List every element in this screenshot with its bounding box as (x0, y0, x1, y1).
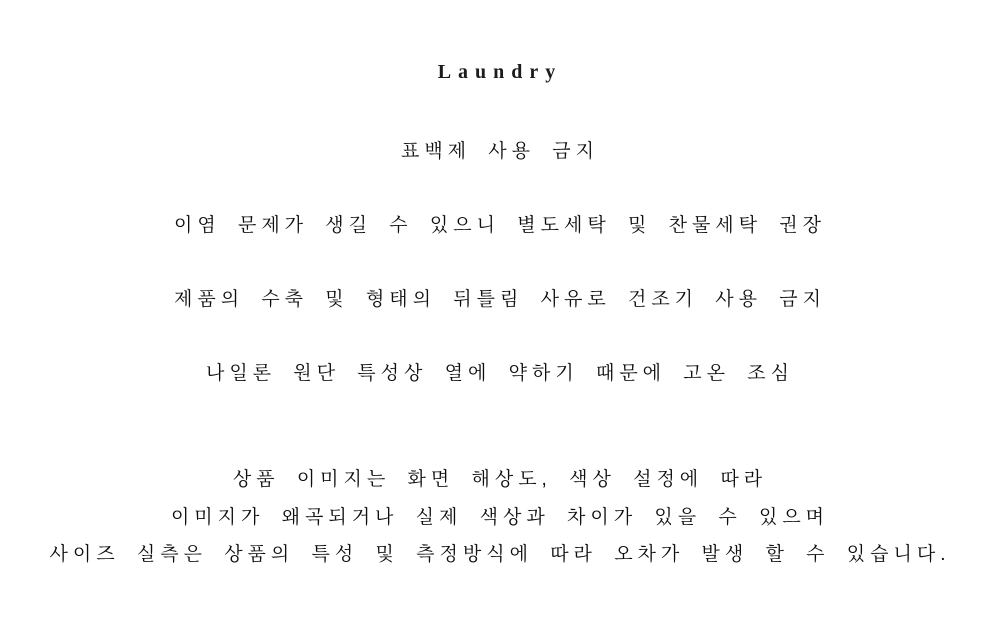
disclaimer-line-1: 상품 이미지는 화면 해상도, 색상 설정에 따라 (232, 469, 768, 490)
care-instruction-heat-caution: 나일론 원단 특성상 열에 약하기 때문에 고온 조심 (205, 363, 795, 384)
disclaimer-line-3: 사이즈 실측은 상품의 특성 및 측정방식에 따라 오차가 발생 할 수 있습니다. (49, 544, 951, 565)
care-instruction-separate-cold-wash: 이염 문제가 생길 수 있으니 별도세탁 및 찬물세탁 권장 (173, 215, 827, 236)
care-instruction-no-bleach: 표백제 사용 금지 (400, 141, 600, 162)
disclaimer-line-2: 이미지가 왜곡되거나 실제 색상과 차이가 있을 수 있으며 (170, 507, 830, 528)
care-instruction-no-dryer: 제품의 수축 및 형태의 뒤틀림 사유로 건조기 사용 금지 (173, 289, 827, 310)
page-title: Laundry (437, 61, 563, 83)
